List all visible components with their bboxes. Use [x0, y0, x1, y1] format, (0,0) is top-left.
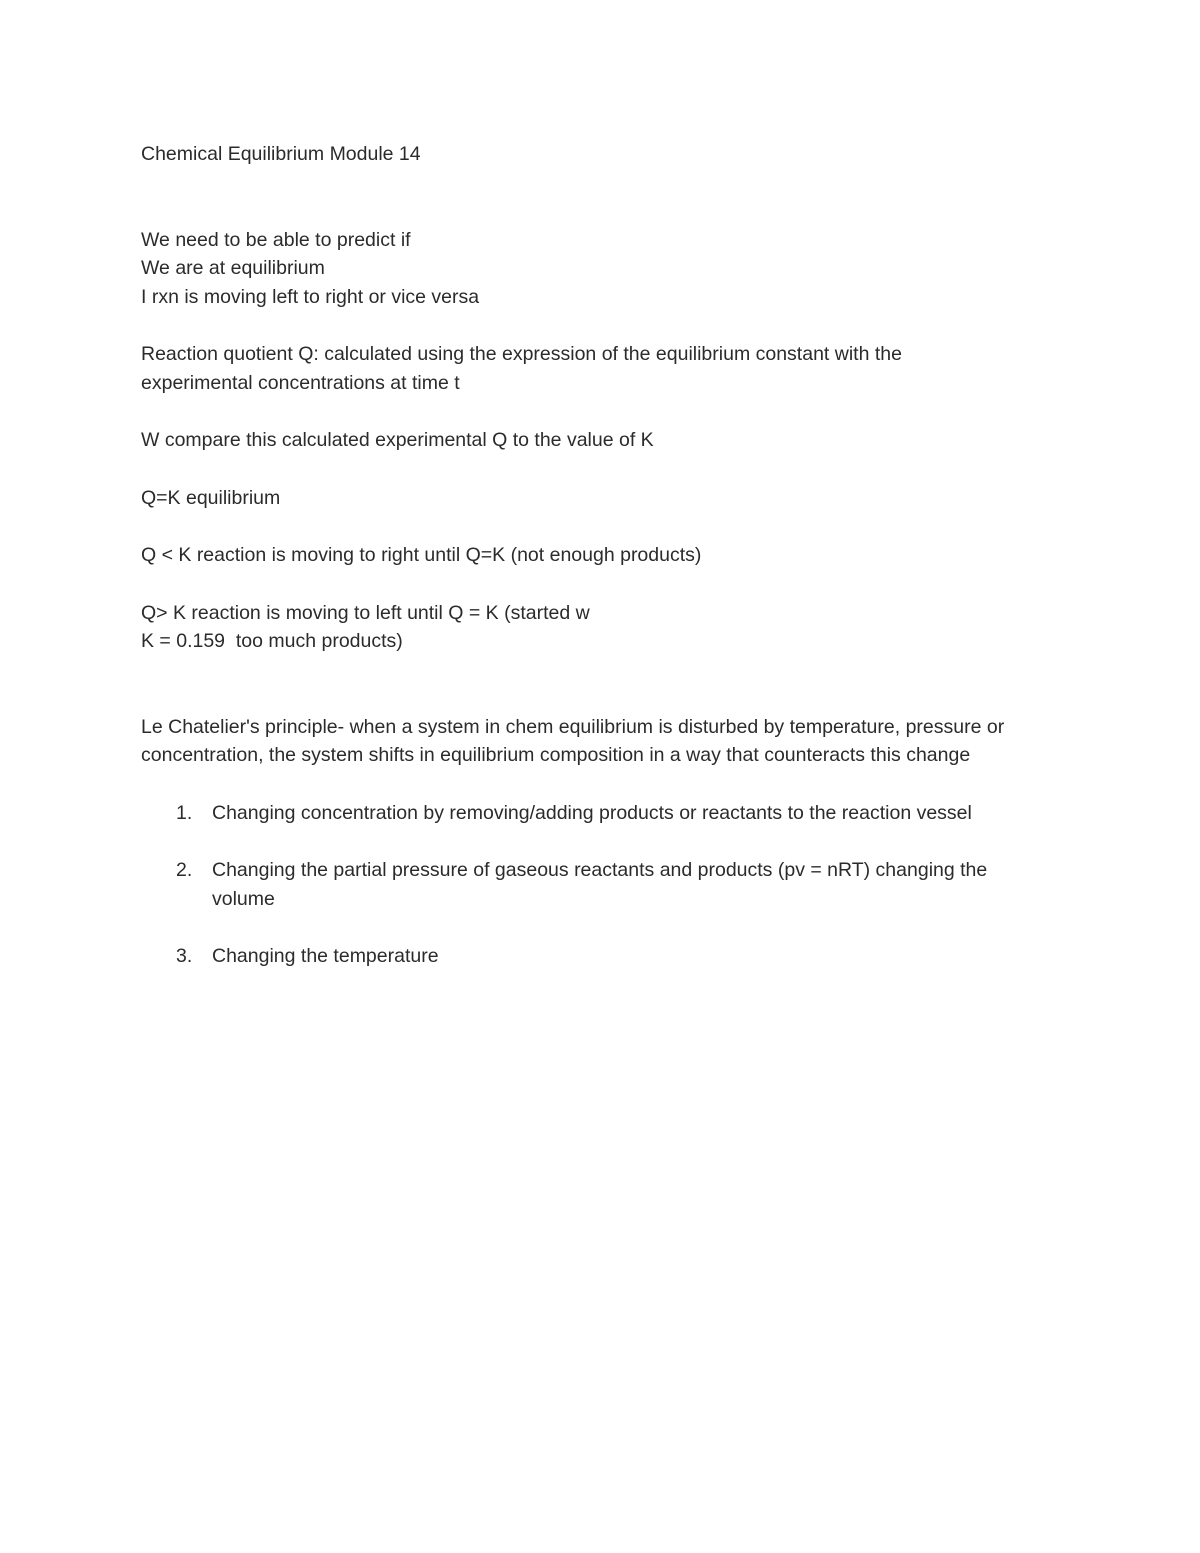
- list-item: [141, 942, 1081, 971]
- q-less-k-line: Q < K reaction is moving to right until Q=K (not enough products): [141, 544, 702, 566]
- list-item-text: Changing the temperature: [212, 945, 439, 967]
- intro-line-1: We need to be able to predict if: [141, 228, 411, 251]
- compare-line: W compare this calculated experimental Q to the value of K: [141, 429, 654, 451]
- intro-line-2: We are at equilibrium: [141, 257, 325, 279]
- reaction-quotient-paragraph: Reaction quotient Q: calculated using the expression of the equilibrium constant with the experimental concentrations at time t: [141, 343, 902, 394]
- list-item-text: Changing concentration by removing/adding products or reactants to the reaction vessel: [212, 801, 972, 824]
- list-item-number: 3.: [176, 945, 193, 967]
- factors-list: [141, 799, 1081, 971]
- list-item: [141, 799, 1081, 828]
- q-greater-k-line-1: Q> K reaction is moving to left until Q = K (started w: [141, 601, 590, 624]
- intro-line-3: I rxn is moving left to right or vice versa: [141, 285, 480, 308]
- q-equals-k-line: Q=K equilibrium: [141, 486, 281, 509]
- list-item-number: 2.: [176, 859, 193, 881]
- document-page: [141, 140, 1081, 971]
- le-chatelier-paragraph: Le Chatelier's principle- when a system in chem equilibrium is disturbed by temperature, pressure or concentration, the system shifts in equilibrium composition in a way that counteracts this change: [141, 715, 1005, 766]
- list-item: [141, 856, 1052, 913]
- list-item-text: Changing the partial pressure of gaseous reactants and products (pv = nRT) changing the volume: [212, 859, 988, 910]
- list-item-number: 1.: [176, 801, 193, 824]
- document-title: Chemical Equilibrium Module 14: [141, 143, 421, 165]
- q-greater-k-line-2: K = 0.159 too much products): [141, 630, 403, 652]
